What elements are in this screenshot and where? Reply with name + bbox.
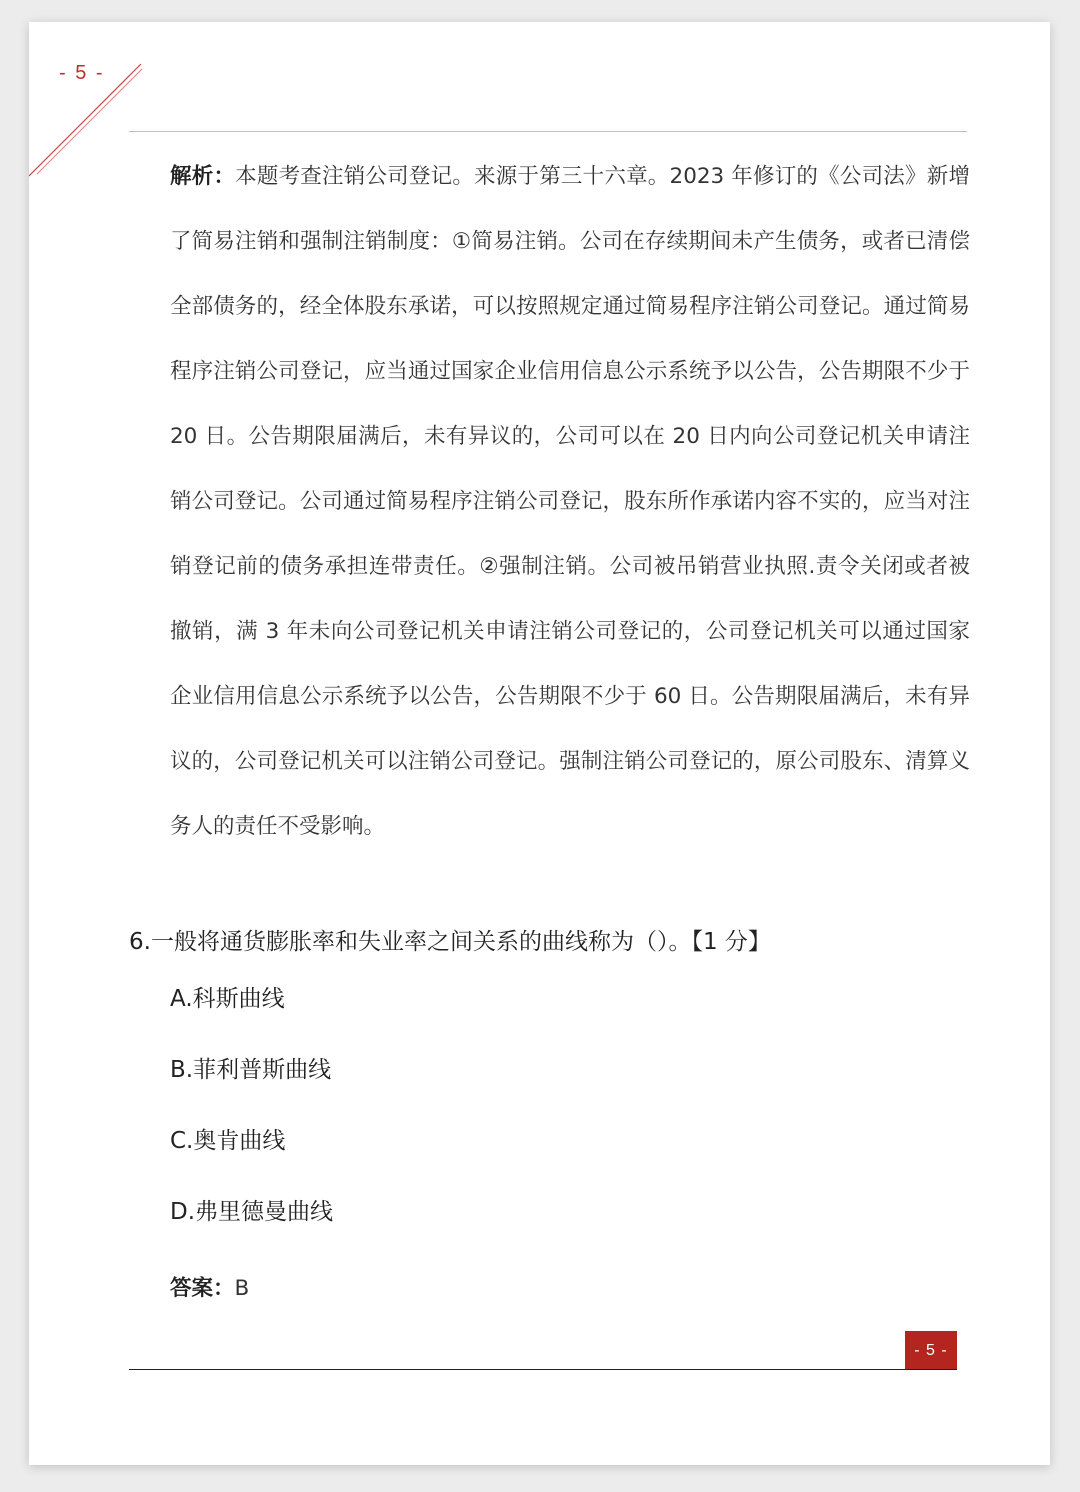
footer-page-number: - 5 - — [905, 1331, 957, 1370]
option-c: C.奥肯曲线 — [170, 1128, 286, 1154]
corner-diagonal-decoration — [29, 62, 149, 182]
question-stem: 6.一般将通货膨胀率和失业率之间关系的曲线称为（）。【1 分】 — [129, 929, 771, 955]
answer-label: 答案 — [170, 1276, 214, 1301]
analysis-label-colon: ： — [213, 164, 236, 189]
option-d: D.弗里德曼曲线 — [170, 1199, 334, 1225]
document-page — [29, 22, 1050, 1465]
analysis-label: 解析 — [170, 164, 214, 189]
answer-line — [170, 1271, 249, 1302]
header-page-number: - 5 - — [59, 62, 105, 84]
answer-label-colon: ： — [213, 1276, 235, 1301]
answer-value: B — [234, 1276, 250, 1301]
footer-rule — [129, 1369, 957, 1370]
analysis-text: 本题考查注销公司登记。来源于第三十六章。2023 年修订的《公司法》新增了简易注销和强制注销制度：①简易注销。公司在存续期间未产生债务，或者已清偿全部债务的，经全体股东承诺，可以按照规定通过简易程序注销公司登记。通过简易程序注销公司登记，应当通过国家企业信用信息公示系统予以公告，公告期限不少于 20 日。公告期限届满后，未有异议的，公司可以在 20 日内向公司登记机关申请注销公司登记。公司通过简易程序注销公司登记，股东所作承诺内容不实的，应当对注销登记前的债务承担连带责任。②强制注销。公司被吊销营业执照.责令关闭或者被撤销，满 3 年未向公司登记机关申请注销公司登记的，公司登记机关可以通过国家企业信用信息公示系统予以公告，公告期限不少于 60 日。公告期限届满后，未有异议的，公司登记机关可以注销公司登记。强制注销公司登记的，原公司股东、清算义务人的责任不受影响。 — [170, 164, 970, 839]
analysis-paragraph — [170, 144, 970, 859]
option-a: A.科斯曲线 — [170, 986, 285, 1012]
header-rule — [129, 131, 967, 132]
option-b: B.菲利普斯曲线 — [170, 1057, 332, 1083]
